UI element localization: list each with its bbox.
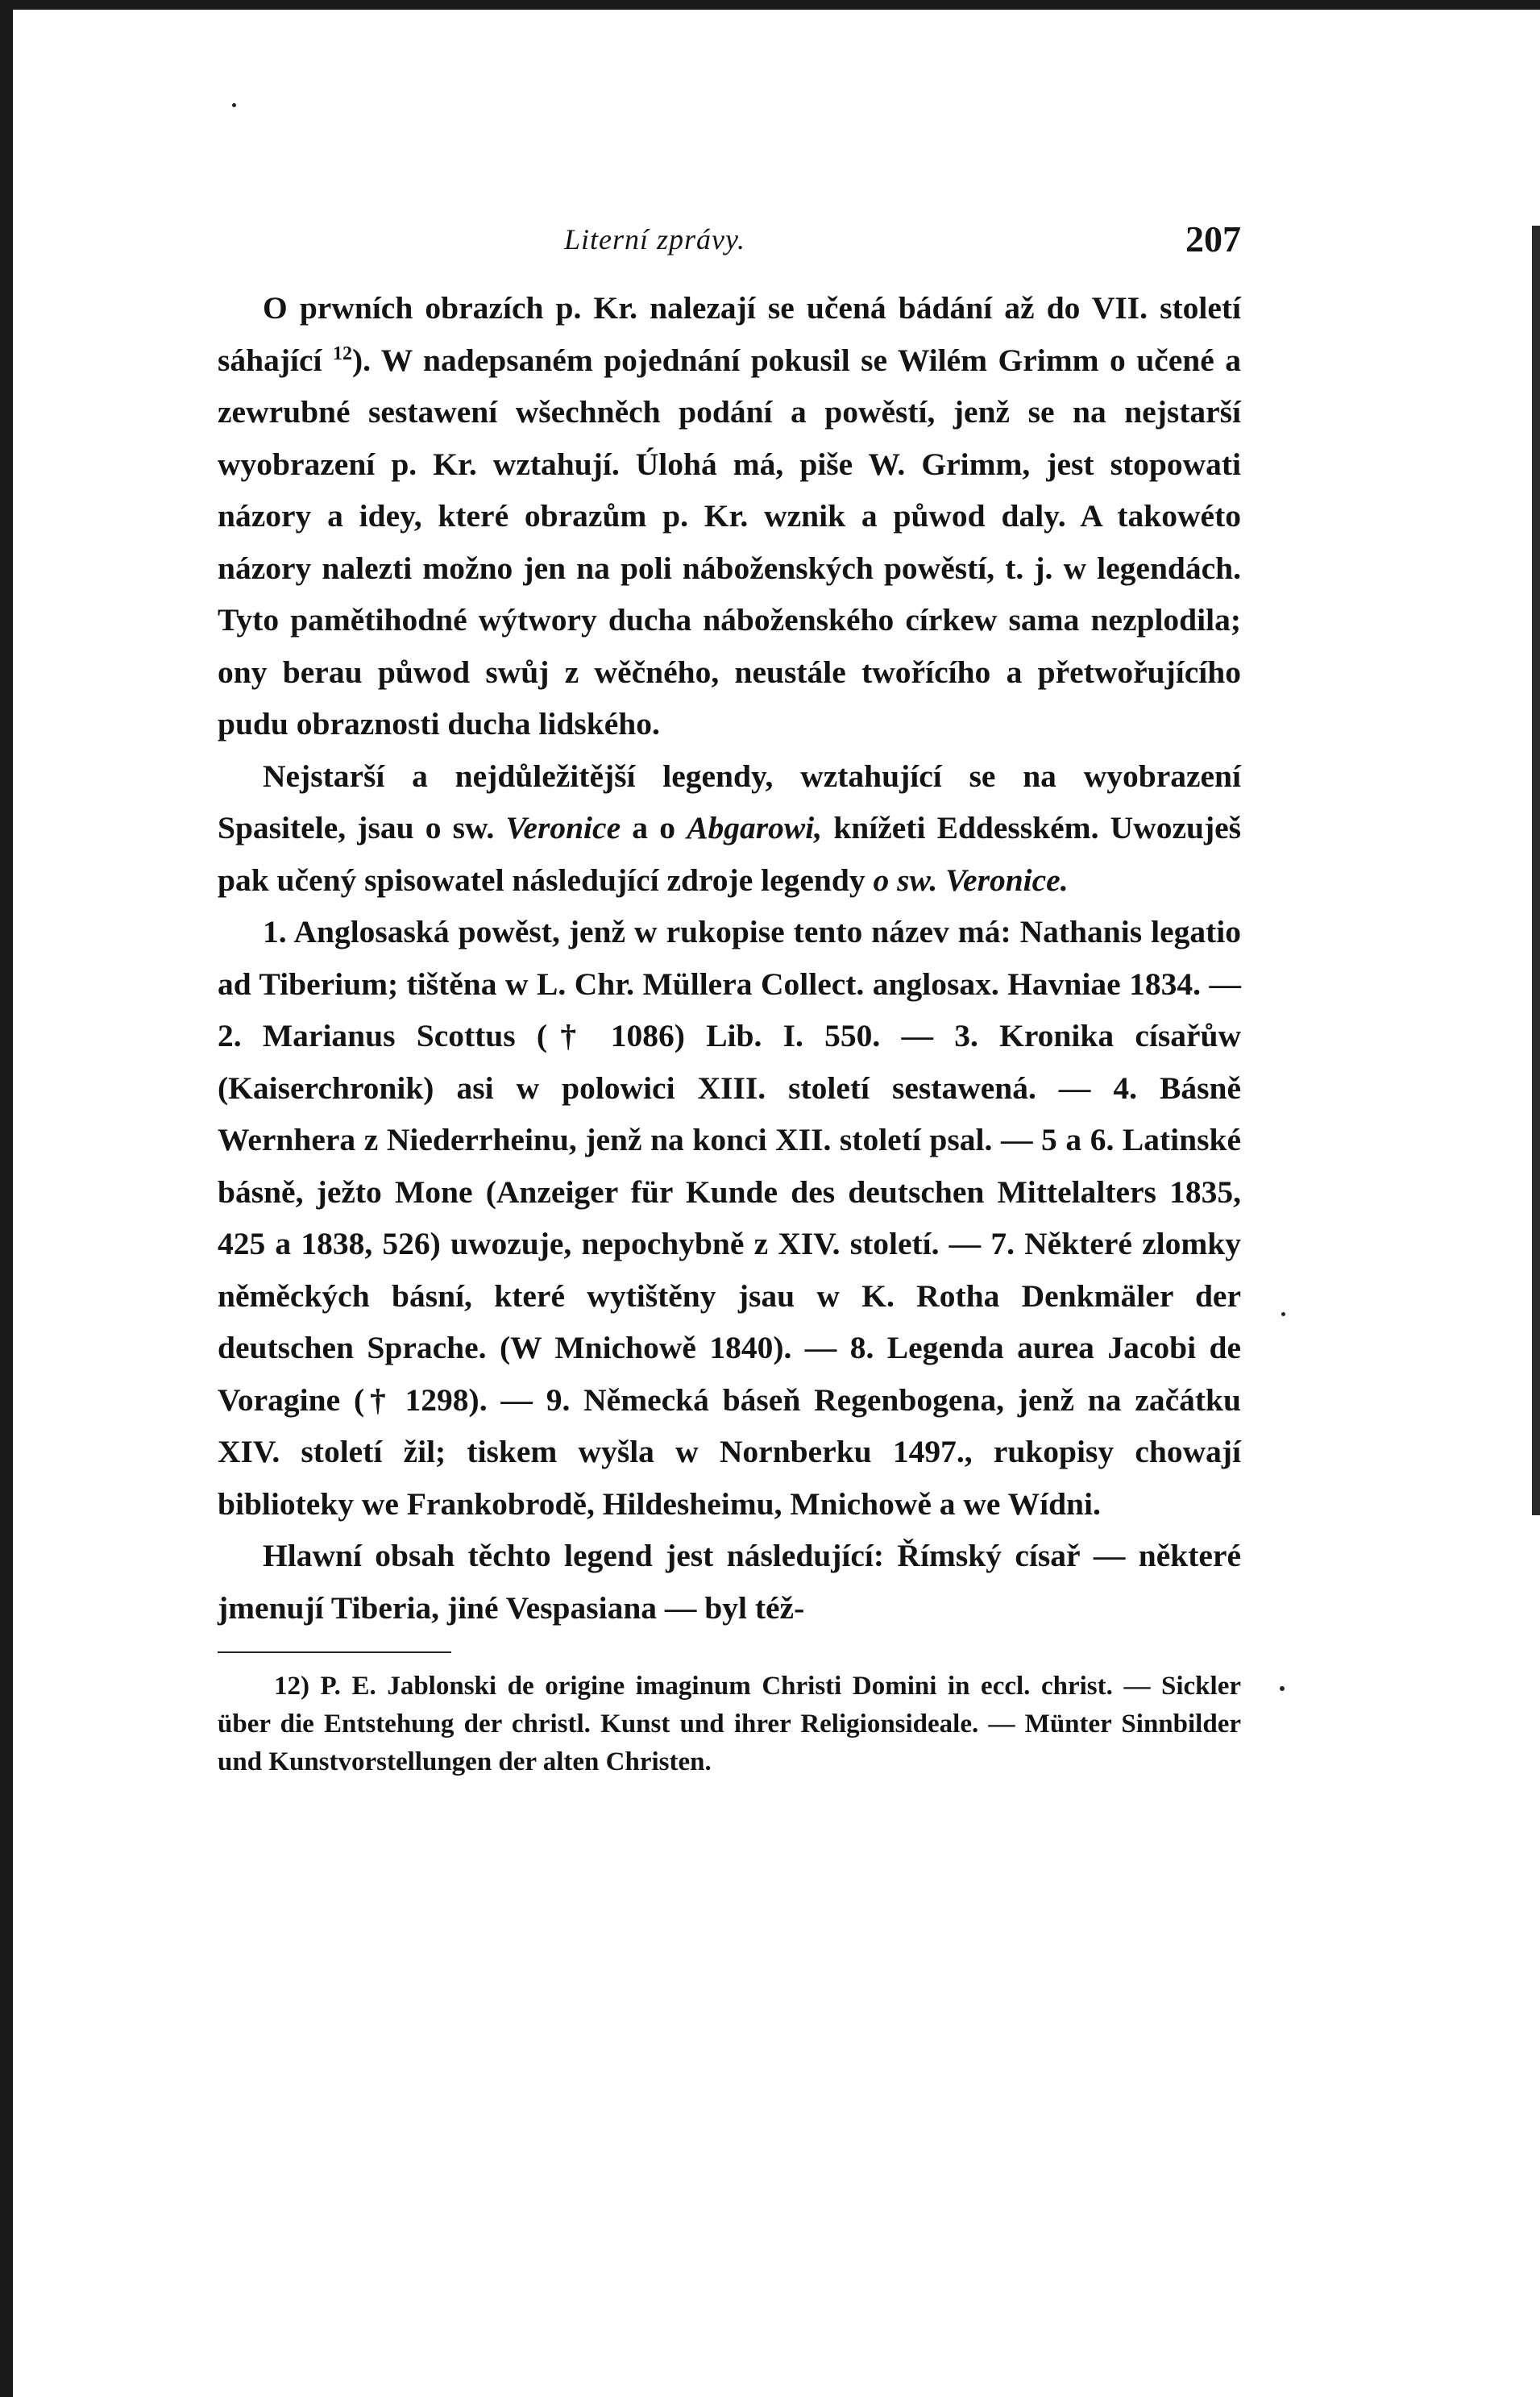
scan-edge-top — [0, 0, 1540, 10]
paragraph-2-italic-abgarowi: Abgarowi, — [687, 810, 823, 845]
body-text — [218, 282, 1241, 1634]
paragraph-1 — [218, 282, 1241, 750]
scan-edge-right — [1532, 226, 1540, 1515]
paragraph-4: Hlawní obsah těchto legend jest následující: Římský císař — některé jmenují Tiberia, jiné Vespasiana — byl též- — [218, 1538, 1241, 1626]
page-header — [218, 218, 1241, 282]
paragraph-1-text: O prwních obrazích p. Kr. nalezají se učená bádání až do VII. století sáhající — [218, 290, 1241, 378]
footnote-12: 12) P. E. Jablonski de origine imaginum Christi Domini in eccl. christ. — Sickler über die Entstehung der christl. Kunst und ihrer Religionsideale. — Münter Sinnbilder und Kunstvorstellungen der alten Christen. — [218, 1672, 1241, 1776]
paragraph-2-italic-sw-veronice: o sw. Veronice. — [873, 862, 1069, 898]
scan-speck — [1281, 1312, 1285, 1316]
running-title: Literní zprávy. — [564, 223, 746, 255]
footnote-ref[interactable]: 12 — [332, 343, 352, 364]
page-number: 207 — [1185, 218, 1241, 260]
paragraph-2-text-a: Nejstarší a nejdůležitější legendy, wztahující se na wyobrazení Spasitele, jsau o sw. — [218, 758, 1241, 845]
paragraph-3: 1. Anglosaská powěst, jenž w rukopise tento název má: Nathanis legatio ad Tiberium; tištěna w L. Chr. Müllera Collect. anglosax. Havniae 1834. — 2. Marianus Scottus († 1086) Lib. I. 550. — 3. Kronika císařůw (Kaiserchronik) asi w polowici XIII. století sestawená. — 4. Básně Wernhera z Niederrheinu, jenž na konci XII. století psal. — 5 a 6. Latinské básně, ježto Mone (Anzeiger für Kunde des deutschen Mittelalters 1835, 425 a 1838, 526) uwozuje, nepochybně z XIV. století. — 7. Některé zlomky něměckých básní, které wytištěny jsau w K. Rotha Denkmäler der deutschen Sprache. (W Mnichowě 1840). — 8. Legenda aurea Jacobi de Voragine († 1298). — 9. Německá báseň Regenbogena, jenž na začátku XIV. století žil; tiskem wyšla w Nornberku 1497., rukopisy chowají biblioteky we Frankobrodě, Hildesheimu, Mnichowě a we Wídni. — [218, 914, 1241, 1522]
footnote-divider — [218, 1651, 451, 1653]
book-page — [218, 218, 1241, 1781]
scan-speck — [1280, 1686, 1285, 1691]
paragraph-2-text-c: knížeti Eddesském. Uwozuješ pak učený spisowatel následující zdroje legendy — [218, 810, 1242, 898]
scan-edge-left — [0, 0, 13, 2397]
paragraph-1-text-after: ). W nadepsaném pojednání pokusil se Wilém Grimm o učené a zewrubné sestawení wšechněch podání a powěstí, jenž se na nejstarší wyobrazení p. Kr. wztahují. Úlohá má, piše W. Grimm, jest stopowati názory a idey, které obrazům p. Kr. wznik a půwod daly. A takowéto názory nalezti možno jen na poli náboženských powěstí, t. j. w legendách. Tyto pamětihodné wýtwory ducha náboženského církew sama nezplodila; ony berau půwod swůj z wěčného, neustále twořícího a přetwořujícího pudu obraznosti ducha lidského. — [218, 342, 1241, 742]
scan-speck — [232, 103, 236, 107]
paragraph-2 — [218, 750, 1241, 907]
paragraph-2-italic-veronice: Veronice — [505, 810, 621, 845]
paragraph-2-text-b: a o — [621, 810, 687, 845]
